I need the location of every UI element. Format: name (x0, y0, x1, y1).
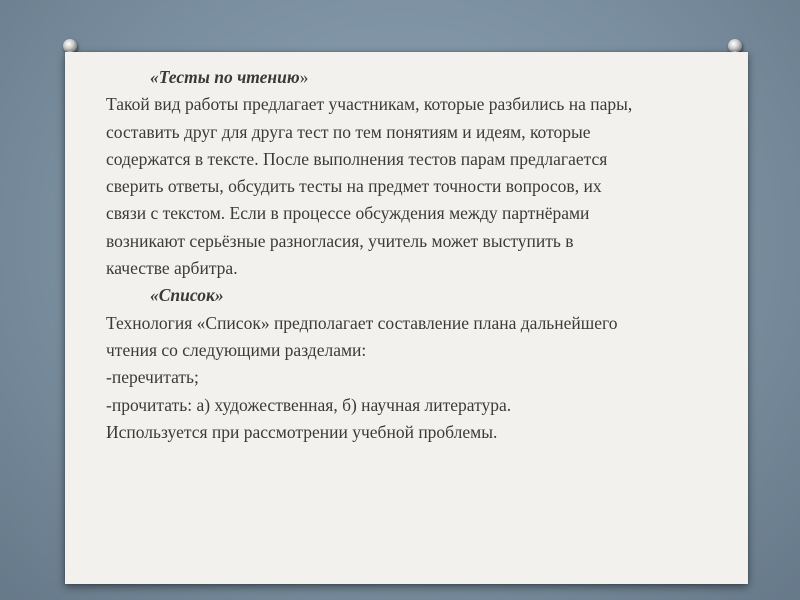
section-heading-reading-tests (106, 64, 746, 91)
paragraph-line: качестве арбитра. (106, 258, 238, 279)
heading-close-quote: » (299, 67, 309, 87)
list-item: -прочитать: а) художественная, б) научная литература. (106, 394, 512, 415)
pushpin-right-icon (728, 39, 742, 53)
slide-text (106, 64, 746, 446)
heading-text: «Тесты по чтению (150, 67, 300, 87)
paragraph-line: Используется при рассмотрении учебной проблемы. (106, 421, 498, 442)
paragraph-line: содержатся в тексте. После выполнения тестов парам предлагается (106, 148, 608, 169)
list-item: -перечитать; (106, 367, 199, 388)
paragraph-line: связи с текстом. Если в процессе обсуждения между партнёрами (106, 203, 590, 224)
paragraph-line: сверить ответы, обсудить тесты на предмет точности вопросов, их (106, 176, 602, 197)
section-heading-list: «Список» (150, 285, 224, 306)
paragraph-line: Такой вид работы предлагает участникам, которые разбились на пары, (106, 94, 633, 115)
pushpin-left-icon (63, 39, 77, 53)
paragraph-line: Технология «Список» предполагает составление плана дальнейшего (106, 312, 618, 333)
paragraph-line: возникают серьёзные разногласия, учитель может выступить в (106, 230, 574, 251)
paragraph-line: составить друг для друга тест по тем понятиям и идеям, которые (106, 121, 591, 142)
paragraph-line: чтения со следующими разделами: (106, 339, 367, 360)
